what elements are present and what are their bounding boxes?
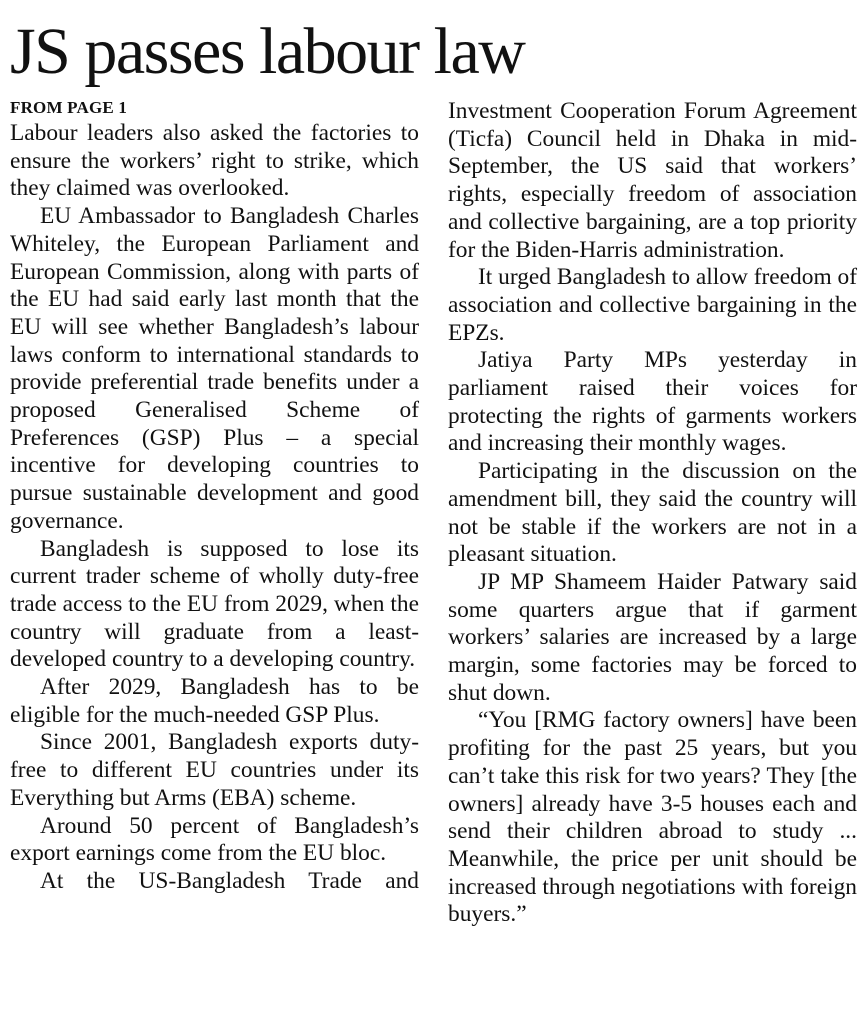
paragraph: “You [RMG factory owners] have been profiting for the past 25 years, but you can’t take this risk for two years? They [the owners] already have 3-5 houses each and send their children abroad to study ... Meanwhile, the price per unit should be increased through negotiations with foreign buyers.”: [448, 707, 857, 928]
paragraph: Around 50 percent of Bangladesh’s export earnings come from the EU bloc.: [10, 812, 419, 867]
paragraph: Participating in the discussion on the amendment bill, they said the country will not be stable if the workers are not in a pleasant situation.: [448, 458, 857, 568]
paragraph: Jatiya Party MPs yesterday in parliament raised their voices for protecting the rights of garments workers and increasing their monthly wages.: [448, 347, 857, 457]
paragraph: After 2029, Bangladesh has to be eligible for the much-needed GSP Plus.: [10, 674, 419, 728]
article-column-right: [448, 98, 857, 929]
paragraph: Bangladesh is supposed to lose its current trader scheme of wholly duty-free trade access to the EU from 2029, when the country will graduate from a least-developed country to a developing country.: [10, 535, 419, 673]
paragraph: JP MP Shameem Haider Patwary said some quarters argue that if garment workers’ salaries are increased by a large margin, some factories may be forced to shut down.: [448, 568, 857, 706]
paragraph: EU Ambassador to Bangladesh Charles Whiteley, the European Parliament and European Commission, along with parts of the EU had said early last month that the EU will see whether Bangladesh’s labour laws conform to international standards to provide preferential trade benefits under a proposed Generalised Scheme of Preferences (GSP) Plus – a special incentive for developing countries to pursue sustainable development and good governance.: [10, 203, 419, 534]
paragraph: Investment Cooperation Forum Agreement (Ticfa) Council held in Dhaka in mid-September, the US said that workers’ rights, especially freedom of association and collective bargaining, are a top priority for the Biden-Harris administration.: [448, 98, 857, 263]
paragraph: Since 2001, Bangladesh exports duty-free to different EU countries under its Everything but Arms (EBA) scheme.: [10, 729, 419, 811]
kicker-from-page: FROM PAGE 1: [10, 98, 128, 117]
paragraph: Labour leaders also asked the factories to ensure the workers’ right to strike, which they claimed was overlooked.: [10, 120, 419, 202]
paragraph: It urged Bangladesh to allow freedom of association and collective bargaining in the EPZs.: [448, 264, 857, 346]
article-column-left: [10, 98, 419, 896]
paragraph: At the US-Bangladesh Trade and: [40, 867, 419, 894]
headline: JS passes labour law: [10, 15, 525, 88]
